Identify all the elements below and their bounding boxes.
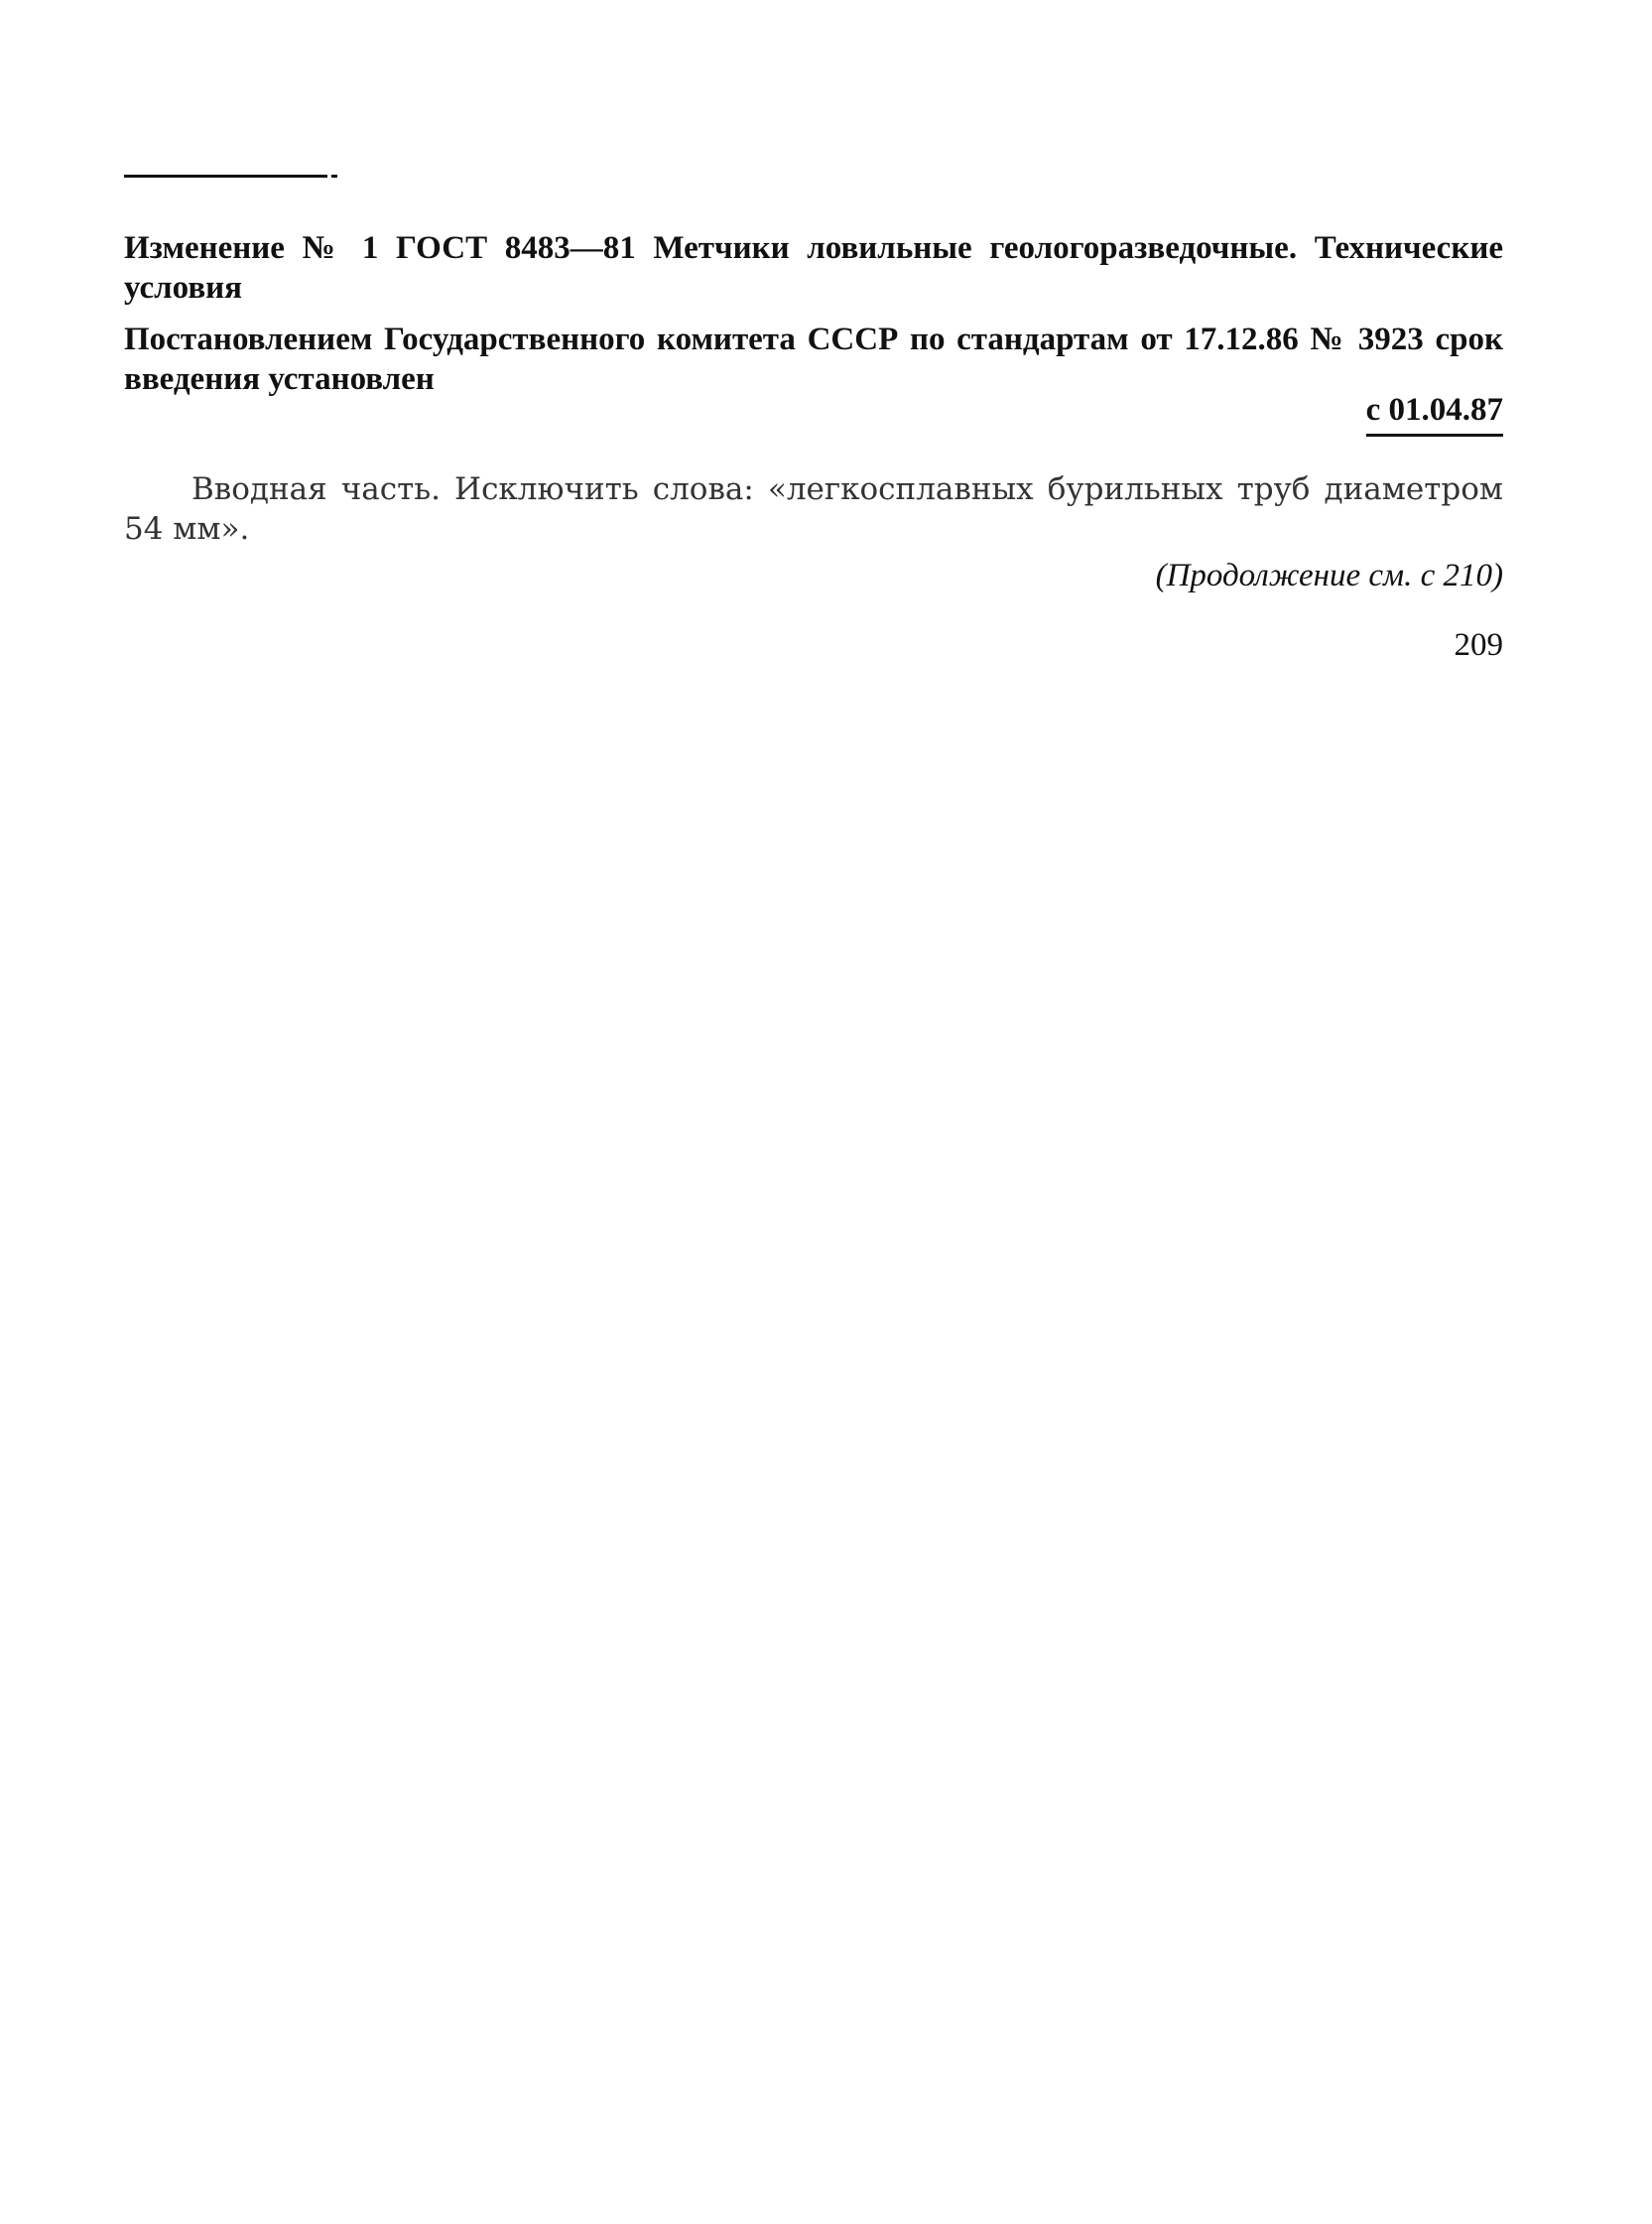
top-rule-end-mark [331, 175, 337, 178]
page-number: 209 [1454, 627, 1503, 663]
top-rule [124, 175, 327, 178]
effective-date: с 01.04.87 [1366, 390, 1503, 437]
amendment-heading: Изменение № 1 ГОСТ 8483—81 Метчики ловильные геологоразведочные. Технические условия [124, 230, 1503, 306]
decree-text: Постановлением Государственного комитета СССР по стандартам от 17.12.86 № 3923 срок введения установлен [124, 322, 1503, 397]
continuation-note: (Продолжение см. с 210) [1155, 558, 1503, 593]
amendment-body-text: Вводная часть. Исключить слова: «легкосплавных бурильных труб диаметром 54 мм». [124, 471, 1503, 547]
